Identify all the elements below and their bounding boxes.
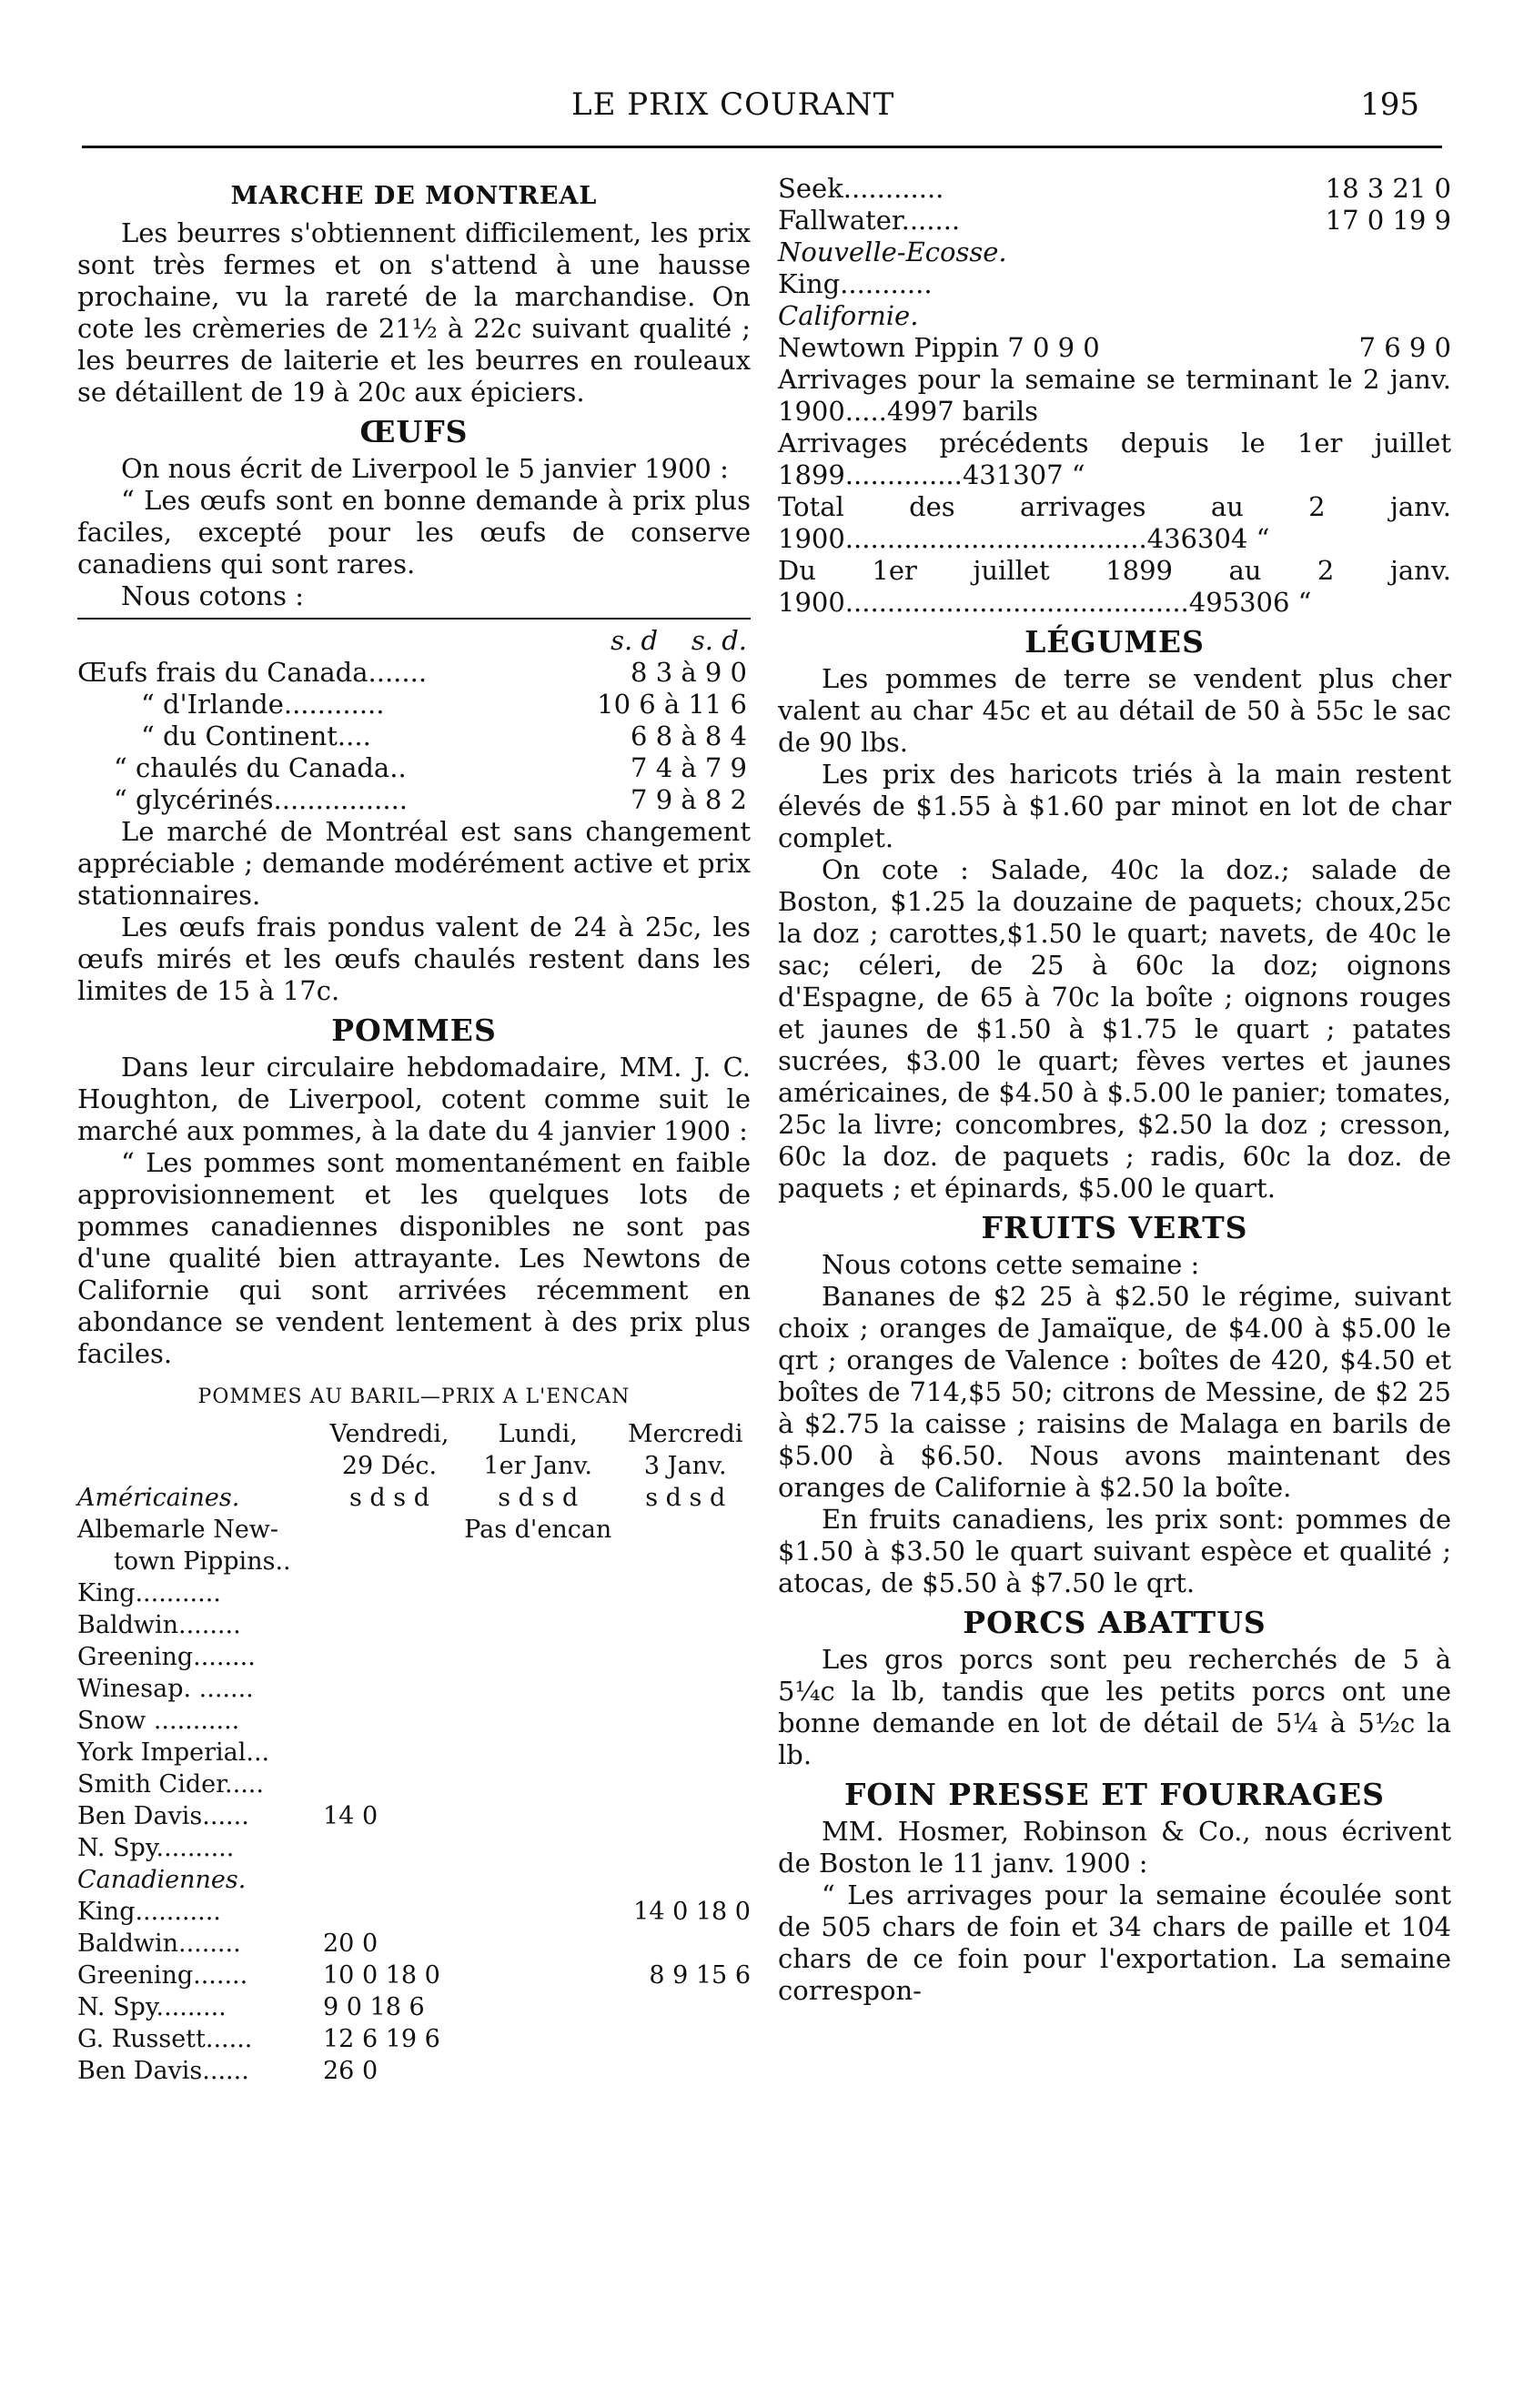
table-row: Baldwin........	[77, 1611, 241, 1639]
pommes-paragraph-2: “ Les pommes sont momentanément en faible approvisionnement et les quelques lots de pommes canadiennes disponibles ne sont pas d'une qualité bien attrayante. Les Newtons de Californie qui sont arrivées récemment en abondance se vendent lentement à des prix plus faciles.	[77, 1147, 751, 1369]
header-rule	[82, 146, 1442, 148]
fruits-paragraph-3: En fruits canadiens, les prix sont: pommes de $1.50 à $3.50 le quart suivant espèce et qualité ; atocas, de $5.50 à $7.50 le qrt.	[778, 1504, 1451, 1598]
canadiennes-label: Canadiennes.	[77, 1866, 247, 1894]
pommes-heading: POMMES	[331, 1013, 497, 1048]
table-row: town Pippins..	[114, 1547, 291, 1576]
table-row: York Imperial...	[77, 1738, 270, 1767]
eggs-rule	[77, 618, 751, 620]
apples-table-head: Vendredi, Lundi, Mercredi	[329, 1420, 743, 1448]
table-row: N. Spy..........	[77, 1834, 235, 1862]
marche-paragraph: Les beurres s'obtiennent difficilement, les prix sont très fermes et on s'attend à une hausse prochaine, vu la rareté de la marchandise. On cote les crèmeries de 21½ à 22c suivant qualité ; les beurres de laiterie et les beurres en rouleaux se détaillent de 19 à 20c aux épiciers.	[77, 217, 751, 408]
table-row: Albemarle New- Pas d'encan	[77, 1514, 751, 1546]
eggs-unit-head: s. d s. d.	[611, 625, 747, 656]
table-row: G. Russett...... 12 6 19 6	[77, 2025, 440, 2053]
oeufs-paragraph-4: Le marché de Montréal est sans changement appréciable ; demande modérément active et prix stationnaires.	[77, 816, 751, 911]
table-row: Smith Cider.....	[77, 1770, 264, 1798]
fruits-paragraph-1: Nous cotons cette semaine :	[822, 1249, 1200, 1280]
legumes-paragraph-3: On cote : Salade, 40c la doz.; salade de Boston, $1.25 la douzaine de paquets; choux,25c la doz ; carottes,$1.50 le quart; navets, de 40c le sac; céleri, de 25 à 60c la doz; oignons d'Espagne, de 65 à 70c la boîte ; oignons rouges et jaunes de $1.50 à $1.75 le quart ; patates sucrées, $3.00 le quart; fèves vertes et jaunes américaines, de $4.50 à $.5.00 le panier; tomates, 25c la livre; concombres, $2.50 la doz ; cresson, 60c la doz. de paquets ; radis, 60c la doz. de paquets ; et épinards, $5.00 le quart.	[778, 854, 1451, 1204]
canadiennes-row	[77, 1864, 751, 1896]
eggs-table	[77, 625, 751, 816]
legumes-heading: LÉGUMES	[1024, 624, 1205, 660]
pas-encan: Pas d'encan	[464, 1516, 612, 1544]
oeufs-paragraph-3: Nous cotons :	[121, 580, 304, 611]
apples-continued-table	[778, 173, 1451, 364]
right-column	[778, 173, 1451, 2007]
left-column	[77, 173, 751, 2087]
table-row: Baldwin........ 20 0	[77, 1929, 378, 1958]
table-row: King...........	[77, 1579, 221, 1607]
apples-table-dates: 29 Déc. 1er Janv. 3 Janv.	[341, 1452, 727, 1480]
table-row: Ben Davis...... 26 0	[77, 2057, 378, 2085]
foin-paragraph-2: “ Les arrivages pour la semaine écoulée sont de 505 chars de foin et 34 chars de paille et 104 chars de ce foin pour l'exportation. La semaine correspon-	[778, 1879, 1451, 2006]
table-row: Newtown Pippin 7 0 9 0 7 6 9 0	[778, 332, 1451, 363]
marche-heading: MARCHE DE MONTREAL	[230, 182, 598, 210]
table-row: Winesap. .......	[77, 1675, 254, 1703]
apples-table	[77, 1418, 751, 2087]
arrivages-1: Arrivages pour la semaine se terminant le 2 janv. 1900.....4997 barils	[778, 364, 1451, 427]
porcs-paragraph: Les gros porcs sont peu recherchés de 5 à 5¼c la lb, tandis que les petits porcs ont une bonne demande en lot de détail de 5¼ à 5½c la lb.	[778, 1644, 1451, 1770]
foin-heading: FOIN PRESSE ET FOURRAGES	[843, 1777, 1385, 1812]
fruits-paragraph-2: Bananes de $2 25 à $2.50 le régime, suivant choix ; oranges de Jamaïque, de $4.00 à $5.00 le qrt ; oranges de Valence : boîtes de 420, $4.50 et boîtes de 714,$5 50; citrons de Messine, de $2 25 à $2.75 la caisse ; raisins de Malaga en barils de $5.00 à $6.50. Nous avons maintenant des oranges de Californie à $2.50 la boîte.	[778, 1281, 1451, 1503]
table-row: Fallwater....... 17 0 19 9	[778, 205, 1451, 236]
porcs-heading: PORCS ABATTUS	[963, 1605, 1267, 1640]
table-row: Nouvelle-Ecosse.	[778, 237, 1007, 267]
table-row: “ glycérinés................ 7 9 à 8 2	[114, 784, 747, 815]
oeufs-paragraph-5: Les œufs frais pondus valent de 24 à 25c, les œufs mirés et les œufs chaulés restent dans les limites de 15 à 17c.	[77, 912, 751, 1006]
table-row: King........... 14 0 18 0	[77, 1898, 751, 1926]
legumes-paragraph-1: Les pommes de terre se vendent plus cher valent au char 45c et au détail de 50 à 55c le sac de 90 lbs.	[778, 663, 1451, 758]
eggs-table-head	[77, 625, 751, 657]
apples-table-title: POMMES AU BARIL—PRIX A L'ENCAN	[197, 1385, 631, 1408]
foin-paragraph-1: MM. Hosmer, Robinson & Co., nous écrivent de Boston le 11 janv. 1900 :	[778, 1816, 1451, 1879]
table-row: King...........	[778, 268, 933, 299]
pommes-paragraph-1: Dans leur circulaire hebdomadaire, MM. J. C. Houghton, de Liverpool, cotent comme suit le marché aux pommes, à la date du 4 janvier 1900 :	[77, 1052, 751, 1146]
table-row: Snow ...........	[77, 1707, 240, 1735]
table-row: “ chaulés du Canada.. 7 4 à 7 9	[114, 752, 747, 783]
table-row: Seek............ 18 3 21 0	[778, 173, 1451, 204]
table-row: “ du Continent.... 6 8 à 8 4	[141, 720, 747, 751]
legumes-paragraph-2: Les prix des haricots triés à la main restent élevés de $1.55 à $1.60 par minot en lot de char complet.	[778, 759, 1451, 853]
table-row: Ben Davis...... 14 0	[77, 1802, 378, 1830]
table-row: Greening........	[77, 1643, 256, 1671]
arrivages-4: Du 1er juillet 1899 au 2 janv. 1900.........................................495306 “	[778, 555, 1451, 618]
table-row: “ d'Irlande............ 10 6 à 11 6	[141, 689, 747, 720]
table-row: Greening....... 10 0 18 0 8 9 15 6	[77, 1961, 751, 1990]
page-number: 195	[1360, 86, 1419, 123]
arrivages-2: Arrivages précédents depuis le 1er juillet 1899..............431307 “	[778, 428, 1451, 490]
arrivages-3: Total des arrivages au 2 janv. 1900....................................436304 “	[778, 491, 1451, 554]
fruits-heading: FRUITS VERTS	[981, 1210, 1248, 1245]
table-row: Œufs frais du Canada....... 8 3 à 9 0	[77, 657, 747, 688]
oeufs-heading: ŒUFS	[359, 414, 469, 449]
americaines-label: Américaines.	[77, 1484, 240, 1512]
oeufs-paragraph-1: On nous écrit de Liverpool le 5 janvier 1900 :	[121, 453, 729, 484]
page-header	[0, 86, 1524, 132]
table-row: N. Spy......... 9 0 18 6	[77, 1993, 425, 2021]
apples-table-sub: Américaines. s d s d s d s d s d s d	[77, 1484, 726, 1512]
journal-title: LE PRIX COURANT	[571, 86, 895, 123]
table-row: Californie.	[778, 300, 919, 331]
oeufs-paragraph-2: “ Les œufs sont en bonne demande à prix plus faciles, excepté pour les œufs de conserve canadiens qui sont rares.	[77, 485, 751, 579]
